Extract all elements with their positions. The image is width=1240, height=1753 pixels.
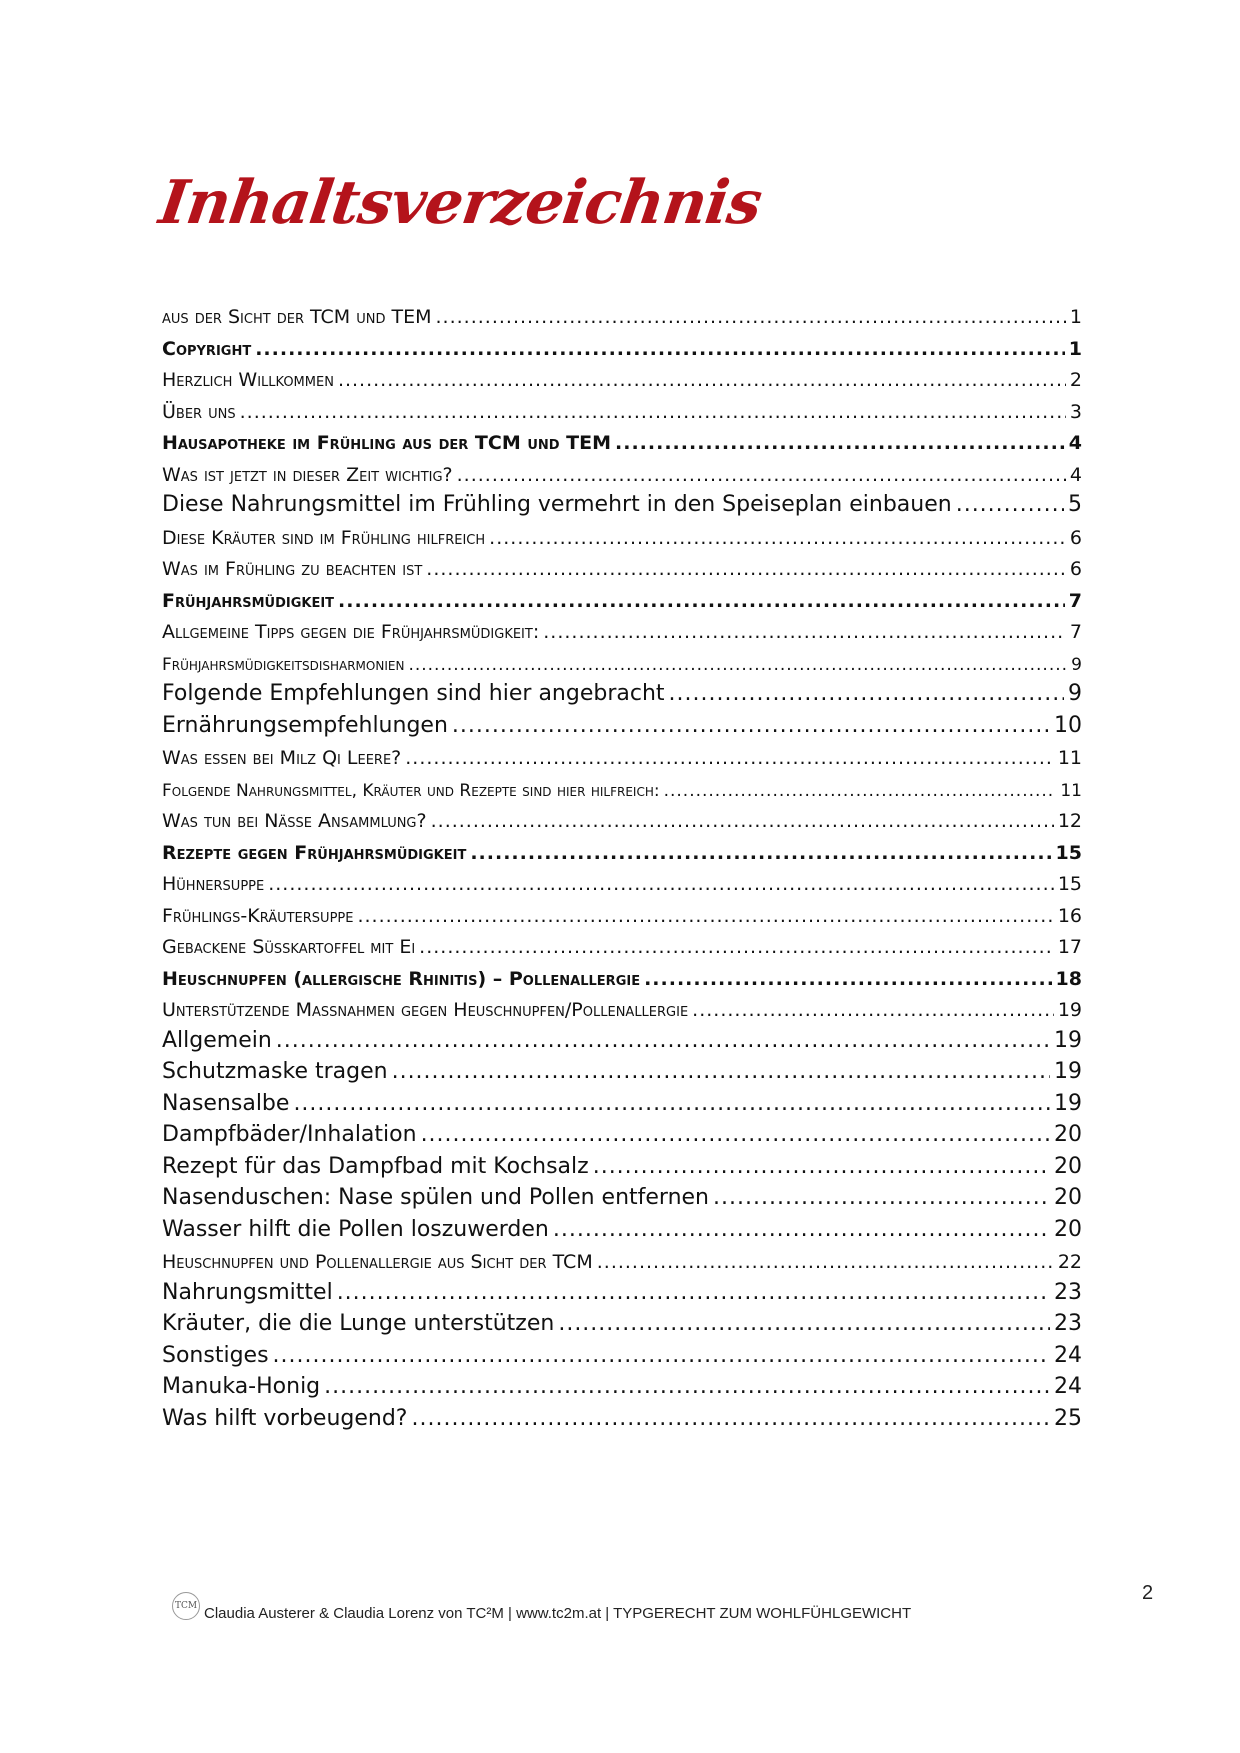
toc-leader-dots	[293, 1091, 1050, 1116]
toc-entry-page: 23	[1054, 1279, 1082, 1305]
toc-entry-label: Frühjahrsmüdigkeitsdisharmonien	[162, 654, 405, 675]
toc-entry-page: 10	[1054, 712, 1082, 738]
toc-entry-label: Diese Kräuter sind im Frühling hilfreich	[162, 526, 486, 549]
toc-entry-page: 15	[1057, 873, 1082, 895]
toc-entry-label: Sonstiges	[162, 1342, 269, 1368]
toc-leader-dots	[713, 1185, 1050, 1210]
toc-entry[interactable]	[162, 1019, 1082, 1053]
toc-entry-label: Hühnersuppe	[162, 873, 265, 895]
toc-entry[interactable]	[162, 420, 1082, 454]
toc-leader-dots	[276, 1028, 1050, 1053]
toc-entry[interactable]	[162, 1302, 1082, 1336]
page-number: 2	[1142, 1582, 1154, 1604]
toc-entry-label: Allgemein	[162, 1027, 272, 1053]
toc-entry[interactable]	[162, 1176, 1082, 1210]
toc-entry[interactable]	[162, 1397, 1082, 1431]
toc-entry-label: Rezept für das Dampfbad mit Kochsalz	[162, 1153, 589, 1179]
toc-entry[interactable]	[162, 1208, 1082, 1242]
toc-entry-page: 19	[1057, 999, 1082, 1021]
toc-entry-label: Folgende Nahrungsmittel, Kräuter und Rezepte sind hier hilfreich:	[162, 780, 660, 801]
toc-entry[interactable]	[162, 924, 1082, 958]
toc-entry[interactable]	[162, 956, 1082, 990]
toc-entry-page: 20	[1054, 1185, 1082, 1210]
toc-leader-dots	[421, 1122, 1050, 1147]
toc-entry-page: 6	[1069, 558, 1082, 580]
toc-leader-dots	[411, 1406, 1050, 1431]
toc-entry[interactable]	[162, 672, 1082, 706]
toc-entry-page: 19	[1054, 1090, 1082, 1116]
toc-entry-page: 16	[1057, 904, 1082, 927]
toc-entry-label: Kräuter, die die Lunge unterstützen	[162, 1311, 555, 1336]
toc-entry[interactable]	[162, 1113, 1082, 1147]
toc-entry-page: 5	[1068, 492, 1082, 517]
toc-entry[interactable]	[162, 452, 1082, 486]
toc-entry-page: 20	[1054, 1153, 1082, 1179]
toc-entry-page: 19	[1054, 1027, 1082, 1053]
toc-entry-page: 11	[1057, 747, 1082, 769]
toc-entry[interactable]	[162, 609, 1082, 643]
toc-entry-label: Copyright	[162, 337, 252, 360]
toc-entry[interactable]	[162, 326, 1082, 360]
tc2m-logo-icon: TCM	[172, 1592, 200, 1620]
toc-entry-label: Folgende Empfehlungen sind hier angebracht	[162, 681, 665, 706]
toc-entry-label: Frühlings-Kräutersuppe	[162, 904, 354, 927]
toc-entry-label: Was im Frühling zu beachten ist	[162, 558, 423, 580]
toc-entry-page: 20	[1054, 1122, 1082, 1147]
toc-leader-dots	[452, 713, 1050, 738]
toc-leader-dots	[956, 492, 1064, 517]
toc-leader-dots	[273, 1343, 1050, 1368]
toc-entry-label: Manuka-Honig	[162, 1374, 321, 1399]
toc-entry-label: Nahrungsmittel	[162, 1279, 333, 1305]
toc-entry[interactable]	[162, 641, 1082, 675]
toc-entry-page: 18	[1055, 967, 1082, 990]
toc-entry-page: 3	[1069, 400, 1082, 423]
toc-entry[interactable]	[162, 767, 1082, 801]
toc-entry-label: Was tun bei Nässe Ansammlung?	[162, 810, 427, 832]
toc-entry-page: 17	[1057, 936, 1082, 958]
toc-entry-page: 23	[1054, 1311, 1082, 1336]
toc-entry-label: Hausapotheke im Frühling aus der TCM und TEM	[162, 432, 612, 454]
toc-leader-dots	[669, 681, 1064, 706]
toc-leader-dots	[593, 1154, 1050, 1179]
toc-entry-page: 11	[1060, 780, 1082, 801]
toc-entry-page: 6	[1069, 526, 1082, 549]
toc-entry-label: Nasensalbe	[162, 1090, 290, 1116]
footer-text: Claudia Austerer & Claudia Lorenz von TC²M | www.tc2m.at | TYPGERECHT ZUM WOHLFÜHLGEWICHT	[204, 1605, 912, 1622]
toc-entry-label: Ernährungsempfehlungen	[162, 712, 448, 738]
toc-entry[interactable]	[162, 357, 1082, 391]
toc-entry-label: Schutzmaske tragen	[162, 1059, 388, 1084]
toc-entry[interactable]	[162, 1365, 1082, 1399]
toc-entry-page: 25	[1054, 1405, 1082, 1431]
toc-entry-label: Diese Nahrungsmittel im Frühling vermehrt in den Speiseplan einbauen	[162, 492, 952, 517]
toc-entry-label: Frühjahrsmüdigkeit	[162, 589, 335, 612]
toc-entry-page: 1	[1068, 337, 1082, 360]
toc-leader-dots	[324, 1374, 1050, 1399]
toc-entry[interactable]	[162, 704, 1082, 738]
toc-entry-label: Was hilft vorbeugend?	[162, 1405, 408, 1431]
toc-entry[interactable]	[162, 1145, 1082, 1179]
toc-leader-dots	[553, 1217, 1050, 1242]
toc-entry-page: 20	[1054, 1216, 1082, 1242]
toc-leader-dots	[392, 1059, 1050, 1084]
toc-entry-label: Gebackene Süßkartoffel mit Ei	[162, 936, 416, 958]
document-title: Inhaltsverzeichnis	[155, 168, 766, 238]
toc-entry[interactable]	[162, 389, 1082, 423]
toc-entry-page: 22	[1057, 1251, 1082, 1273]
toc-entry-page: 19	[1054, 1059, 1082, 1084]
toc-entry-label: Unterstützende Maßnahmen gegen Heuschnupfen/Pollenallergie	[162, 999, 689, 1021]
toc-entry-page: 2	[1069, 369, 1082, 391]
toc-entry[interactable]	[162, 483, 1082, 517]
toc-entry-label: Herzlich Willkommen	[162, 369, 334, 391]
toc-entry-label: Heuschnupfen und Pollenallergie aus Sicht der TCM	[162, 1251, 593, 1273]
toc-entry-label: Rezepte gegen Frühjahrsmüdigkeit	[162, 841, 467, 864]
toc-entry-page: 15	[1055, 841, 1082, 864]
toc-entry[interactable]	[162, 1082, 1082, 1116]
toc-entry[interactable]	[162, 861, 1082, 895]
toc-entry-label: Was essen bei Milz Qi Leere?	[162, 747, 402, 769]
toc-entry[interactable]	[162, 830, 1082, 864]
toc-entry-page: 4	[1069, 463, 1082, 486]
toc-entry[interactable]	[162, 735, 1082, 769]
toc-entry[interactable]	[162, 578, 1082, 612]
toc-entry-label: Wasser hilft die Pollen loszuwerden	[162, 1216, 549, 1242]
toc-entry[interactable]	[162, 987, 1082, 1021]
toc-entry-page: 24	[1054, 1374, 1082, 1399]
toc-entry-page: 7	[1069, 621, 1082, 643]
toc-entry-label: aus der Sicht der TCM und TEM	[162, 306, 432, 328]
toc-entry[interactable]	[162, 515, 1082, 549]
toc-entry[interactable]	[162, 1334, 1082, 1368]
toc-entry-page: 9	[1068, 681, 1082, 706]
toc-leader-dots	[337, 1280, 1050, 1305]
toc-entry-page: 12	[1057, 810, 1082, 832]
toc-entry-label: Heuschnupfen (allergische Rhinitis) – Pollenallergie	[162, 967, 641, 990]
toc-entry-label: Was ist jetzt in dieser Zeit wichtig?	[162, 463, 453, 486]
toc-entry[interactable]	[162, 893, 1082, 927]
toc-entry-label: Über uns	[162, 400, 236, 423]
toc-entry[interactable]	[162, 798, 1082, 832]
toc-entry-label: Allgemeine Tipps gegen die Frühjahrsmüdigkeit:	[162, 621, 540, 643]
toc-entry[interactable]	[162, 1271, 1082, 1305]
toc-entry-page: 9	[1071, 654, 1082, 675]
toc-entry-page: 24	[1054, 1342, 1082, 1368]
toc-entry[interactable]	[162, 1050, 1082, 1084]
toc-entry[interactable]	[162, 1239, 1082, 1273]
toc-entry[interactable]	[162, 294, 1082, 328]
toc-entry-page: 4	[1068, 432, 1082, 454]
toc-entry-page: 1	[1069, 306, 1082, 328]
toc-entry[interactable]	[162, 546, 1082, 580]
page-footer	[172, 1592, 1072, 1632]
toc-leader-dots	[558, 1311, 1050, 1336]
toc-entry-label: Nasenduschen: Nase spülen und Pollen entfernen	[162, 1185, 710, 1210]
toc-entry-page: 7	[1068, 589, 1082, 612]
toc-entry-label: Dampfbäder/Inhalation	[162, 1122, 417, 1147]
